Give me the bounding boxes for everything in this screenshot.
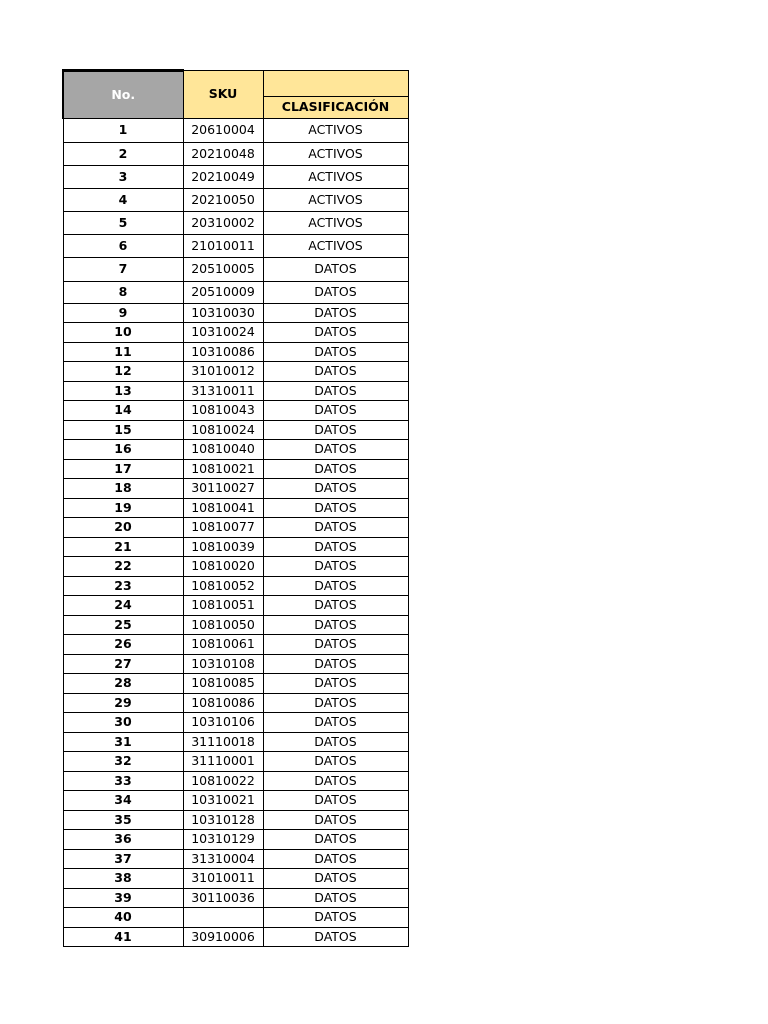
table-row — [63, 557, 408, 577]
classification-cell[interactable]: DATOS — [263, 362, 408, 382]
classification-cell[interactable]: DATOS — [263, 304, 408, 323]
table-row — [63, 479, 408, 499]
sku-cell[interactable]: 10310030 — [183, 304, 263, 323]
sku-classification-table — [62, 69, 409, 947]
table-row — [63, 382, 408, 401]
row-number-cell[interactable]: 35 — [63, 811, 183, 830]
table-row — [63, 282, 408, 304]
sku-cell[interactable]: 10810061 — [183, 635, 263, 655]
row-number-cell[interactable]: 8 — [63, 282, 183, 304]
classification-cell[interactable]: DATOS — [263, 772, 408, 791]
row-number-cell[interactable]: 25 — [63, 616, 183, 635]
sku-cell[interactable]: 10810039 — [183, 538, 263, 557]
sku-cell[interactable]: 10310086 — [183, 343, 263, 362]
row-number-cell[interactable]: 31 — [63, 733, 183, 752]
classification-cell[interactable]: DATOS — [263, 343, 408, 362]
classification-cell[interactable]: DATOS — [263, 577, 408, 596]
row-number-cell[interactable]: 9 — [63, 304, 183, 323]
sku-cell[interactable]: 31110001 — [183, 752, 263, 772]
sku-cell[interactable]: 10310108 — [183, 655, 263, 674]
row-number-cell[interactable]: 26 — [63, 635, 183, 655]
table-row — [63, 258, 408, 282]
classification-cell[interactable]: DATOS — [263, 258, 408, 282]
table-row — [63, 928, 408, 947]
classification-cell[interactable]: DATOS — [263, 713, 408, 733]
row-number-cell[interactable]: 10 — [63, 323, 183, 343]
row-number-cell[interactable]: 2 — [63, 143, 183, 166]
sku-cell[interactable]: 10310021 — [183, 791, 263, 811]
row-number-cell[interactable]: 41 — [63, 928, 183, 947]
header-no[interactable]: No. — [63, 71, 183, 119]
table-row — [63, 401, 408, 421]
header-classification[interactable]: CLASIFICACIÓN — [263, 97, 408, 119]
row-number-cell[interactable]: 17 — [63, 460, 183, 479]
sku-cell[interactable]: 30110027 — [183, 479, 263, 499]
row-number-cell[interactable]: 33 — [63, 772, 183, 791]
classification-cell[interactable]: DATOS — [263, 694, 408, 713]
classification-cell[interactable]: DATOS — [263, 557, 408, 577]
row-number-cell[interactable]: 24 — [63, 596, 183, 616]
row-number-cell[interactable]: 11 — [63, 343, 183, 362]
sku-cell[interactable]: 30110036 — [183, 889, 263, 908]
classification-cell[interactable]: DATOS — [263, 460, 408, 479]
sku-cell[interactable]: 10810040 — [183, 440, 263, 460]
classification-cell[interactable]: DATOS — [263, 791, 408, 811]
row-number-cell[interactable]: 23 — [63, 577, 183, 596]
row-number-cell[interactable]: 30 — [63, 713, 183, 733]
classification-cell[interactable]: DATOS — [263, 382, 408, 401]
table-row — [63, 733, 408, 752]
sku-cell[interactable]: 20310002 — [183, 212, 263, 235]
table-row — [63, 908, 408, 928]
classification-cell[interactable]: DATOS — [263, 538, 408, 557]
sku-cell[interactable]: 31310004 — [183, 850, 263, 869]
classification-cell[interactable]: ACTIVOS — [263, 119, 408, 143]
sku-cell[interactable]: 20210050 — [183, 189, 263, 212]
sku-cell[interactable]: 10810077 — [183, 518, 263, 538]
table-row — [63, 518, 408, 538]
classification-cell[interactable]: DATOS — [263, 518, 408, 538]
classification-cell[interactable]: DATOS — [263, 635, 408, 655]
sku-cell[interactable]: 31310011 — [183, 382, 263, 401]
header-blank-cell[interactable] — [263, 71, 408, 97]
row-number-cell[interactable]: 29 — [63, 694, 183, 713]
table-row — [63, 713, 408, 733]
classification-cell[interactable]: DATOS — [263, 811, 408, 830]
sku-cell[interactable]: 31010011 — [183, 869, 263, 889]
classification-cell[interactable]: DATOS — [263, 323, 408, 343]
row-number-cell[interactable]: 22 — [63, 557, 183, 577]
classification-cell[interactable]: DATOS — [263, 869, 408, 889]
classification-cell[interactable]: DATOS — [263, 830, 408, 850]
classification-cell[interactable]: ACTIVOS — [263, 212, 408, 235]
table-row — [63, 694, 408, 713]
sku-cell[interactable]: 31010012 — [183, 362, 263, 382]
table-row — [63, 869, 408, 889]
row-number-cell[interactable]: 12 — [63, 362, 183, 382]
table-row — [63, 119, 408, 143]
table-row — [63, 791, 408, 811]
classification-cell[interactable]: DATOS — [263, 850, 408, 869]
table-row — [63, 538, 408, 557]
sku-cell[interactable]: 31110018 — [183, 733, 263, 752]
sku-cell[interactable]: 10810085 — [183, 674, 263, 694]
classification-cell[interactable]: DATOS — [263, 596, 408, 616]
classification-cell[interactable]: DATOS — [263, 928, 408, 947]
table-row — [63, 635, 408, 655]
classification-cell[interactable]: DATOS — [263, 733, 408, 752]
table-row — [63, 440, 408, 460]
table-row — [63, 460, 408, 479]
sku-cell[interactable]: 10810024 — [183, 421, 263, 440]
classification-cell[interactable]: DATOS — [263, 908, 408, 928]
table-row — [63, 889, 408, 908]
classification-cell[interactable]: ACTIVOS — [263, 189, 408, 212]
classification-cell[interactable]: ACTIVOS — [263, 143, 408, 166]
sku-cell[interactable]: 20210049 — [183, 166, 263, 189]
row-number-cell[interactable]: 18 — [63, 479, 183, 499]
sku-cell[interactable]: 10810051 — [183, 596, 263, 616]
row-number-cell[interactable]: 5 — [63, 212, 183, 235]
classification-cell[interactable]: DATOS — [263, 421, 408, 440]
row-number-cell[interactable]: 16 — [63, 440, 183, 460]
table-row — [63, 189, 408, 212]
table-row — [63, 304, 408, 323]
table-row — [63, 323, 408, 343]
sku-cell[interactable] — [183, 908, 263, 928]
row-number-cell[interactable]: 21 — [63, 538, 183, 557]
table-row — [63, 772, 408, 791]
table-row — [63, 362, 408, 382]
table-row — [63, 343, 408, 362]
sku-cell[interactable]: 10310129 — [183, 830, 263, 850]
sku-cell[interactable]: 20510009 — [183, 282, 263, 304]
row-number-cell[interactable]: 32 — [63, 752, 183, 772]
table-row — [63, 674, 408, 694]
table-row — [63, 166, 408, 189]
row-number-cell[interactable]: 1 — [63, 119, 183, 143]
sku-cell[interactable]: 10810022 — [183, 772, 263, 791]
header-sku[interactable]: SKU — [183, 71, 263, 119]
row-number-cell[interactable]: 14 — [63, 401, 183, 421]
table-row — [63, 143, 408, 166]
table-row — [63, 212, 408, 235]
classification-cell[interactable]: DATOS — [263, 655, 408, 674]
classification-cell[interactable]: DATOS — [263, 674, 408, 694]
classification-cell[interactable]: DATOS — [263, 499, 408, 518]
table-row — [63, 499, 408, 518]
row-number-cell[interactable]: 34 — [63, 791, 183, 811]
table-row — [63, 596, 408, 616]
row-number-cell[interactable]: 13 — [63, 382, 183, 401]
sku-cell[interactable]: 10810086 — [183, 694, 263, 713]
sku-cell[interactable]: 10310128 — [183, 811, 263, 830]
sku-cell[interactable]: 10310106 — [183, 713, 263, 733]
sku-cell[interactable]: 30910006 — [183, 928, 263, 947]
table-row — [63, 577, 408, 596]
sku-cell[interactable]: 10810021 — [183, 460, 263, 479]
row-number-cell[interactable]: 28 — [63, 674, 183, 694]
classification-cell[interactable]: DATOS — [263, 616, 408, 635]
row-number-cell[interactable]: 19 — [63, 499, 183, 518]
sku-cell[interactable]: 10810041 — [183, 499, 263, 518]
table-row — [63, 850, 408, 869]
table-row — [63, 830, 408, 850]
classification-cell[interactable]: DATOS — [263, 479, 408, 499]
table-row — [63, 421, 408, 440]
sku-cell[interactable]: 10810052 — [183, 577, 263, 596]
row-number-cell[interactable]: 3 — [63, 166, 183, 189]
row-number-cell[interactable]: 4 — [63, 189, 183, 212]
classification-cell[interactable]: DATOS — [263, 889, 408, 908]
row-number-cell[interactable]: 7 — [63, 258, 183, 282]
classification-cell[interactable]: DATOS — [263, 440, 408, 460]
sku-cell[interactable]: 10310024 — [183, 323, 263, 343]
row-number-cell[interactable]: 27 — [63, 655, 183, 674]
sku-cell[interactable]: 21010011 — [183, 235, 263, 258]
sku-cell[interactable]: 20210048 — [183, 143, 263, 166]
table-row — [63, 655, 408, 674]
table-row — [63, 811, 408, 830]
row-number-cell[interactable]: 39 — [63, 889, 183, 908]
sku-cell[interactable]: 20610004 — [183, 119, 263, 143]
row-number-cell[interactable]: 37 — [63, 850, 183, 869]
row-number-cell[interactable]: 6 — [63, 235, 183, 258]
sku-cell[interactable]: 10810050 — [183, 616, 263, 635]
sku-cell[interactable]: 20510005 — [183, 258, 263, 282]
classification-cell[interactable]: ACTIVOS — [263, 235, 408, 258]
table-row — [63, 752, 408, 772]
table-row — [63, 616, 408, 635]
row-number-cell[interactable]: 40 — [63, 908, 183, 928]
row-number-cell[interactable]: 15 — [63, 421, 183, 440]
table-body — [63, 119, 408, 947]
sku-cell[interactable]: 10810043 — [183, 401, 263, 421]
classification-cell[interactable]: DATOS — [263, 752, 408, 772]
sku-cell[interactable]: 10810020 — [183, 557, 263, 577]
row-number-cell[interactable]: 38 — [63, 869, 183, 889]
row-number-cell[interactable]: 36 — [63, 830, 183, 850]
classification-cell[interactable]: DATOS — [263, 401, 408, 421]
classification-cell[interactable]: DATOS — [263, 282, 408, 304]
row-number-cell[interactable]: 20 — [63, 518, 183, 538]
table-row — [63, 235, 408, 258]
classification-cell[interactable]: ACTIVOS — [263, 166, 408, 189]
